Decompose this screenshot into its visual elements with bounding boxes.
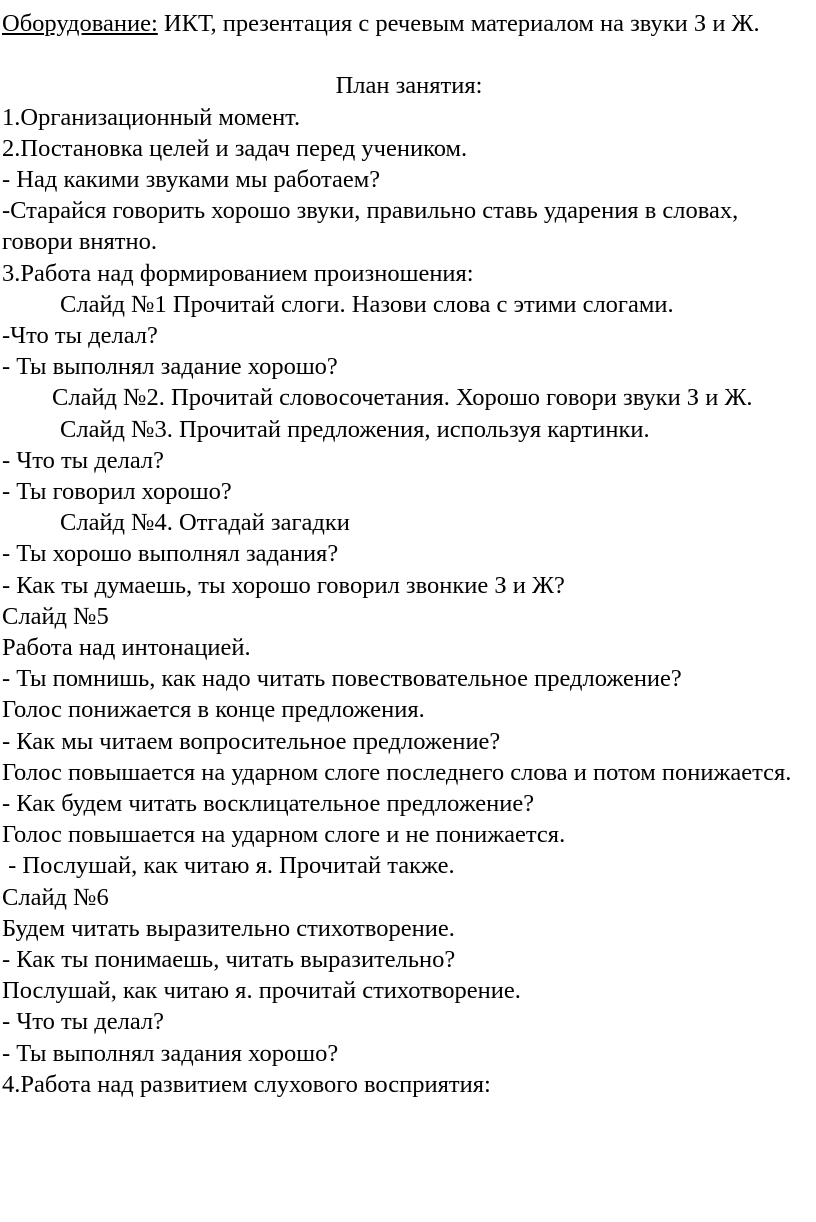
text-line: - Ты выполнял задания хорошо? bbox=[2, 1039, 339, 1067]
text-line: Работа над интонацией. bbox=[2, 634, 251, 662]
text-line: - Ты хорошо выполнял задания? bbox=[2, 540, 339, 568]
text-line: - Послушай, как читаю я. Прочитай также. bbox=[2, 852, 455, 880]
slide-line: Слайд №1 Прочитай слоги. Назови слова с этими слогами. bbox=[60, 290, 674, 318]
text-paragraph: Голос повышается на ударном слоге последнего слова и потом понижается. bbox=[2, 758, 792, 786]
text-line: Голос повышается на ударном слоге и не понижается. bbox=[2, 821, 566, 849]
equipment-text: ИКТ, презентация с речевым материалом на звуки З и Ж. bbox=[157, 10, 760, 37]
slide-heading: Слайд №5 bbox=[2, 602, 109, 630]
equipment-paragraph bbox=[2, 8, 816, 39]
blank-line bbox=[2, 39, 816, 70]
text-line: - Ты говорил хорошо? bbox=[2, 478, 232, 506]
text-line: - Как ты понимаешь, читать выразительно? bbox=[2, 946, 456, 974]
slide-line: Слайд №3. Прочитай предложения, используя картинки. bbox=[60, 415, 650, 443]
text-line: - Как мы читаем вопросительное предложение? bbox=[2, 727, 501, 755]
text-line: - Как ты думаешь, ты хорошо говорил звонкие З и Ж? bbox=[2, 571, 565, 599]
text-line: 2.Постановка целей и задач перед учеником. bbox=[2, 134, 468, 162]
text-line: 1.Организационный момент. bbox=[2, 103, 301, 131]
text-line: Голос понижается в конце предложения. bbox=[2, 696, 425, 724]
slide-line: Слайд №4. Отгадай загадки bbox=[60, 509, 350, 537]
slide-heading: Слайд №6 bbox=[2, 883, 109, 911]
text-line: - Что ты делал? bbox=[2, 446, 165, 474]
plan-title: План занятия: bbox=[335, 72, 483, 100]
slide-paragraph: Слайд №2. Прочитай словосочетания. Хорошо говори звуки З и Ж. bbox=[52, 384, 753, 412]
text-line: 4.Работа над развитием слухового восприятия: bbox=[2, 1070, 491, 1098]
text-line: - Как будем читать восклицательное предложение? bbox=[2, 790, 535, 818]
text-line: - Что ты делал? bbox=[2, 1008, 165, 1036]
text-line: Будем читать выразительно стихотворение. bbox=[2, 914, 455, 942]
text-line: - Над какими звуками мы работаем? bbox=[2, 166, 381, 193]
equipment-label: Оборудование: bbox=[2, 10, 158, 37]
text-line: -Что ты делал? bbox=[2, 322, 158, 350]
text-line: - Ты помнишь, как надо читать повествовательное предложение? bbox=[2, 665, 682, 693]
text-line: - Ты выполнял задание хорошо? bbox=[2, 353, 338, 381]
text-line: Послушай, как читаю я. прочитай стихотворение. bbox=[2, 977, 521, 1005]
text-line: 3.Работа над формированием произношения: bbox=[2, 259, 474, 287]
text-paragraph: -Старайся говорить хорошо звуки, правильно ставь ударения в словах, говори внятно. bbox=[2, 197, 739, 256]
